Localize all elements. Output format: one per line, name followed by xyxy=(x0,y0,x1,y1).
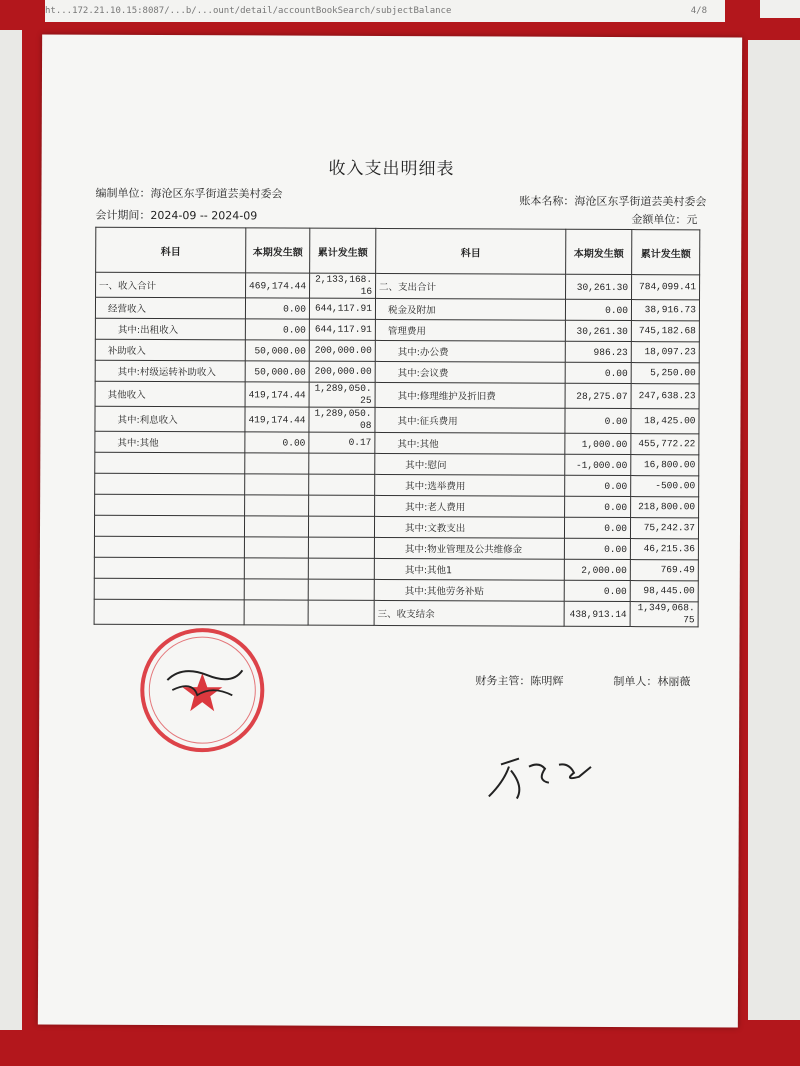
expense-cumulative-cell: 46,215.36 xyxy=(630,539,698,560)
table-row xyxy=(95,406,699,434)
income-current-cell xyxy=(244,516,308,537)
table-row xyxy=(95,318,699,342)
expense-current-cell: 1,000.00 xyxy=(565,433,631,454)
expense-subject-cell: 税金及附加 xyxy=(375,298,565,320)
expense-subject-cell: 二、支出合计 xyxy=(376,273,566,299)
table-row xyxy=(95,431,699,455)
income-cumulative-cell: 200,000.00 xyxy=(309,340,375,361)
table-row xyxy=(95,473,699,497)
income-cumulative-cell: 1,289,050.25 xyxy=(309,382,375,407)
expense-subject-cell: 其中:老人费用 xyxy=(375,495,565,517)
table-row xyxy=(95,452,699,476)
left-neighbor-paper xyxy=(0,30,22,1030)
income-cumulative-cell: 0.17 xyxy=(309,432,375,453)
expense-current-cell: 0.00 xyxy=(565,475,631,496)
expense-subject-cell: 三、收支结余 xyxy=(374,600,564,626)
income-subject-cell xyxy=(94,557,244,579)
income-subject-cell: 其中:利息收入 xyxy=(95,406,245,432)
expense-cumulative-cell: 784,099.41 xyxy=(632,275,700,300)
expense-current-cell: 0.00 xyxy=(565,362,631,383)
income-current-cell: 419,174.44 xyxy=(245,382,309,407)
expense-current-cell: -1,000.00 xyxy=(565,454,631,475)
currency-unit-label: 金额单位：元 xyxy=(631,213,698,227)
income-subject-cell: 补助收入 xyxy=(95,339,245,361)
table-row xyxy=(94,599,698,627)
income-current-cell xyxy=(245,474,309,495)
expense-cumulative-cell: 745,182.68 xyxy=(631,321,699,342)
table-row xyxy=(94,578,698,602)
expense-subject-cell: 管理费用 xyxy=(375,319,565,341)
income-subject-cell xyxy=(94,515,244,537)
income-subject-cell: 一、收入合计 xyxy=(96,272,246,298)
table-row xyxy=(95,381,699,409)
income-cumulative-cell xyxy=(308,558,374,579)
expense-current-cell: 0.00 xyxy=(564,580,630,601)
document-title: 收入支出明细表 xyxy=(328,158,455,180)
income-cumulative-cell: 644,117.91 xyxy=(309,319,375,340)
expense-cumulative-cell: -500.00 xyxy=(631,476,699,497)
income-cumulative-cell xyxy=(309,453,375,474)
expense-subject-cell: 其中:文教支出 xyxy=(374,516,564,538)
income-current-cell xyxy=(245,495,309,516)
expense-subject-cell: 其中:会议费 xyxy=(375,361,565,383)
income-cumulative-cell xyxy=(308,516,374,537)
table-row xyxy=(94,515,698,539)
expense-current-cell: 2,000.00 xyxy=(564,559,630,580)
income-cumulative-cell xyxy=(309,474,375,495)
table-row xyxy=(96,272,700,300)
expense-cumulative-cell: 1,349,068.75 xyxy=(630,602,698,627)
expense-subject-cell: 其中:慰问 xyxy=(375,453,565,475)
income-current-cell: 50,000.00 xyxy=(245,340,309,361)
header-current-right: 本期发生额 xyxy=(566,229,632,274)
income-subject-cell: 经营收入 xyxy=(95,297,245,319)
expense-subject-cell: 其中:其他 xyxy=(375,432,565,454)
table-row xyxy=(95,494,699,518)
expense-current-cell: 0.00 xyxy=(565,408,631,433)
expense-subject-cell: 其中:修理维护及折旧费 xyxy=(375,382,565,408)
header-subject-right: 科目 xyxy=(376,228,566,274)
income-expense-table xyxy=(94,227,701,628)
expense-current-cell: 30,261.30 xyxy=(565,320,631,341)
right-neighbor-paper xyxy=(748,40,800,1020)
income-subject-cell xyxy=(94,578,244,600)
expense-cumulative-cell: 769.49 xyxy=(630,560,698,581)
income-subject-cell xyxy=(95,452,245,474)
expense-current-cell: 986.23 xyxy=(565,341,631,362)
expense-current-cell: 0.00 xyxy=(564,538,630,559)
income-cumulative-cell xyxy=(309,495,375,516)
browser-print-strip xyxy=(45,0,725,22)
expense-subject-cell: 其中:征兵费用 xyxy=(375,407,565,433)
income-cumulative-cell: 200,000.00 xyxy=(309,361,375,382)
income-cumulative-cell: 644,117.91 xyxy=(309,298,375,319)
income-subject-cell xyxy=(95,494,245,516)
income-cumulative-cell xyxy=(308,537,374,558)
expense-current-cell: 0.00 xyxy=(565,299,631,320)
table-row xyxy=(95,297,699,321)
income-cumulative-cell xyxy=(308,600,374,625)
preparer: 制单人：林丽薇 xyxy=(613,674,691,689)
expense-cumulative-cell: 5,250.00 xyxy=(631,363,699,384)
expense-current-cell: 0.00 xyxy=(564,517,630,538)
income-cumulative-cell: 1,289,050.08 xyxy=(309,407,375,432)
income-cumulative-cell: 2,133,168.16 xyxy=(310,273,376,298)
income-current-cell xyxy=(244,537,308,558)
book-name-label: 账本名称：海沧区东孚街道芸美村委会 xyxy=(519,194,707,209)
header-current-left: 本期发生额 xyxy=(246,228,310,273)
official-seal-stamp xyxy=(137,625,268,756)
income-current-cell xyxy=(244,558,308,579)
expense-current-cell: 0.00 xyxy=(565,496,631,517)
table-row xyxy=(94,536,698,560)
income-current-cell: 0.00 xyxy=(245,432,309,453)
expense-cumulative-cell: 38,916.73 xyxy=(631,300,699,321)
income-current-cell: 0.00 xyxy=(245,319,309,340)
income-current-cell xyxy=(244,579,308,600)
expense-cumulative-cell: 247,638.23 xyxy=(631,384,699,409)
period-label: 会计期间：2024-09 -- 2024-09 xyxy=(95,208,258,223)
statement-paper xyxy=(38,34,742,1027)
table-row xyxy=(95,360,699,384)
expense-current-cell: 30,261.30 xyxy=(566,274,632,299)
expense-cumulative-cell: 218,800.00 xyxy=(631,497,699,518)
income-current-cell: 0.00 xyxy=(245,298,309,319)
expense-subject-cell: 其中:其他劳务补贴 xyxy=(374,579,564,601)
page-counter: 4/8 xyxy=(690,6,707,16)
table-header-row xyxy=(96,227,700,275)
expense-subject-cell: 其中:物业管理及公共维修金 xyxy=(374,537,564,559)
unit-label: 编制单位：海沧区东孚街道芸美村委会 xyxy=(95,186,283,201)
header-cumulative-right: 累计发生额 xyxy=(632,230,700,275)
income-subject-cell xyxy=(94,536,244,558)
expense-cumulative-cell: 16,800.00 xyxy=(631,455,699,476)
income-subject-cell: 其中:出租收入 xyxy=(95,318,245,340)
income-current-cell: 419,174.44 xyxy=(245,407,309,432)
top-right-scrap xyxy=(760,0,800,18)
expense-cumulative-cell: 455,772.22 xyxy=(631,434,699,455)
expense-subject-cell: 其中:其他1 xyxy=(374,558,564,580)
table-row xyxy=(94,557,698,581)
expense-current-cell: 28,275.07 xyxy=(565,383,631,408)
expense-subject-cell: 其中:选举费用 xyxy=(375,474,565,496)
finance-supervisor: 财务主管：陈明辉 xyxy=(475,674,564,688)
header-cumulative-left: 累计发生额 xyxy=(310,228,376,273)
expense-subject-cell: 其中:办公费 xyxy=(375,340,565,362)
print-url: ht...172.21.10.15:8087/...b/...ount/detail/accountBookSearch/subjectBalance xyxy=(45,6,452,16)
income-subject-cell: 其中:村级运转补助收入 xyxy=(95,360,245,382)
income-subject-cell: 其他收入 xyxy=(95,381,245,407)
handwritten-signature xyxy=(479,736,599,807)
expense-current-cell: 438,913.14 xyxy=(564,601,630,626)
income-current-cell xyxy=(245,453,309,474)
header-subject-left: 科目 xyxy=(96,227,246,273)
income-current-cell: 469,174.44 xyxy=(246,273,310,298)
income-current-cell xyxy=(244,600,308,625)
income-subject-cell: 其中:其他 xyxy=(95,431,245,453)
income-current-cell: 50,000.00 xyxy=(245,361,309,382)
income-cumulative-cell xyxy=(308,579,374,600)
expense-cumulative-cell: 75,242.37 xyxy=(630,518,698,539)
income-subject-cell xyxy=(95,473,245,495)
expense-cumulative-cell: 98,445.00 xyxy=(630,581,698,602)
expense-cumulative-cell: 18,425.00 xyxy=(631,409,699,434)
table-row xyxy=(95,339,699,363)
income-subject-cell xyxy=(94,599,244,625)
expense-cumulative-cell: 18,097.23 xyxy=(631,342,699,363)
